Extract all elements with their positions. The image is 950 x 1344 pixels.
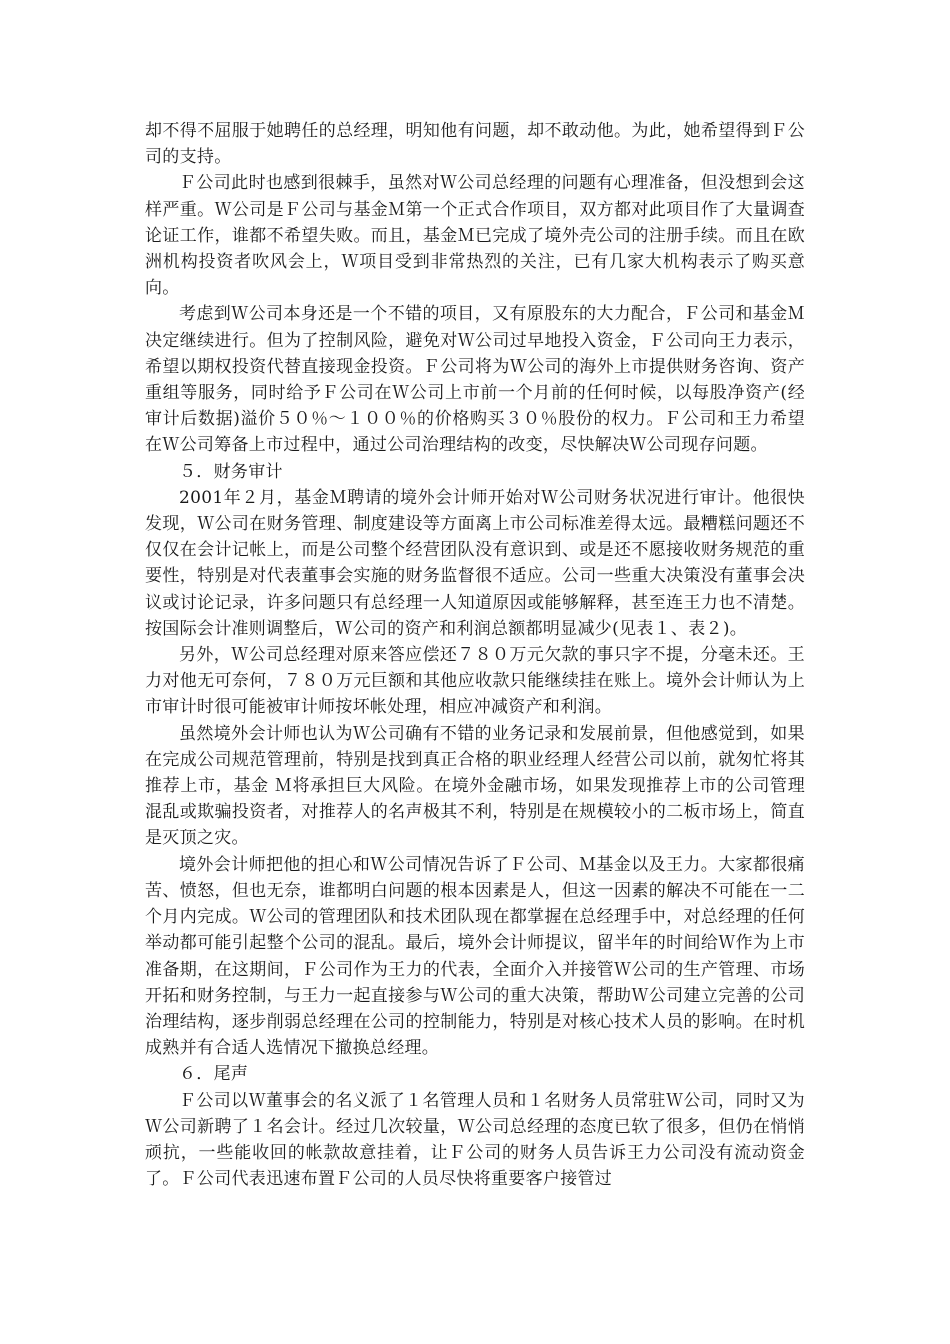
paragraph: 境外会计师把他的担心和Ｗ公司情况告诉了Ｆ公司、Ｍ基金以及王力。大家都很痛苦、愤怒，但也无奈，谁都明白问题的根本因素是人，但这一因素的解决不可能在一二个月内完成。Ｗ公司的管理团队和技术团队现在都掌握在总经理手中，对总经理的任何举动都可能引起整个公司的混乱。最后，境外会计师提议，留半年的时间给Ｗ作为上市准备期，在这期间，Ｆ公司作为王力的代表，全面介入并接管Ｗ公司的生产管理、市场开拓和财务控制，与王力一起直接参与Ｗ公司的重大决策，帮助Ｗ公司建立完善的公司治理结构，逐步削弱总经理在公司的控制能力，特别是对核心技术人员的影响。在时机成熟并有合适人选情况下撤换总经理。 — [145, 854, 805, 1059]
paragraph: 却不得不屈服于她聘任的总经理，明知他有问题，却不敢动他。为此，她希望得到Ｆ公司的支持。 — [145, 121, 805, 168]
paragraph: Ｆ公司此时也感到很棘手，虽然对Ｗ公司总经理的问题有心理准备，但没想到会这样严重。Ｗ公司是Ｆ公司与基金Ｍ第一个正式合作项目，双方都对此项目作了大量调查论证工作，谁都不希望失败。而且，基金Ｍ已完成了境外壳公司的注册手续。而且在欧洲机构投资者吹风会上，Ｗ项目受到非常热烈的关注，已有几家大机构表示了购买意向。 — [145, 173, 805, 299]
paragraph: 另外，Ｗ公司总经理对原来答应偿还７８０万元欠款的事只字不提，分毫未还。王力对他无可奈何，７８０万元巨额和其他应收款只能继续挂在账上。境外会计师认为上市审计时很可能被审计师按坏帐处理，相应冲减资产和利润。 — [145, 645, 805, 718]
paragraph: 虽然境外会计师也认为Ｗ公司确有不错的业务记录和发展前景，但他感觉到，如果在完成公司规范管理前，特别是找到真正合格的职业经理人经营公司以前，就匆忙将其推荐上市，基金 Ｍ将承担巨大风险。在境外金融市场，如果发现推荐上市的公司管理混乱或欺骗投资者，对推荐人的名声极其不利，特别是在规模较小的二板市场上，简直是灭顶之灾。 — [145, 723, 805, 849]
section-heading: ５．财务审计 — [179, 461, 283, 482]
paragraph: Ｆ公司以Ｗ董事会的名义派了１名管理人员和１名财务人员常驻Ｗ公司，同时又为Ｗ公司新聘了１名会计。经过几次较量，Ｗ公司总经理的态度已软了很多，但仍在悄悄顽抗，一些能收回的帐款故意挂着，让Ｆ公司的财务人员告诉王力公司没有流动资金了。Ｆ公司代表迅速布置Ｆ公司的人员尽快将重要客户接管过 — [145, 1090, 805, 1190]
paragraph: 考虑到Ｗ公司本身还是一个不错的项目，又有原股东的大力配合，Ｆ公司和基金Ｍ决定继续进行。但为了控制风险，避免对Ｗ公司过早地投入资金，Ｆ公司向王力表示，希望以期权投资代替直接现金投资。Ｆ公司将为Ｗ公司的海外上市提供财务咨询、资产重组等服务，同时给予Ｆ公司在Ｗ公司上市前一个月前的任何时候，以每股净资产(经审计后数据)溢价５０％～１００％的价格购买３０％股份的权力。Ｆ公司和王力希望在Ｗ公司筹备上市过程中，通过公司治理结构的改变，尽快解决Ｗ公司现存问题。 — [145, 304, 805, 456]
document-body — [145, 118, 805, 1192]
section-heading: ６．尾声 — [179, 1064, 249, 1085]
paragraph: 2001年２月，基金Ｍ聘请的境外会计师开始对Ｗ公司财务状况进行审计。他很快发现，Ｗ公司在财务管理、制度建设等方面离上市公司标准差得太远。最糟糕问题还不仅仅在会计记帐上，而是公司整个经营团队没有意识到、或是还不愿接收财务规范的重要性，特别是对代表董事会实施的财务监督很不适应。公司一些重大决策没有董事会决议或讨论记录，许多问题只有总经理一人知道原因或能够解释，甚至连王力也不清楚。按国际会计准则调整后，Ｗ公司的资产和利润总额都明显减少(见表１、表２)。 — [145, 487, 805, 639]
